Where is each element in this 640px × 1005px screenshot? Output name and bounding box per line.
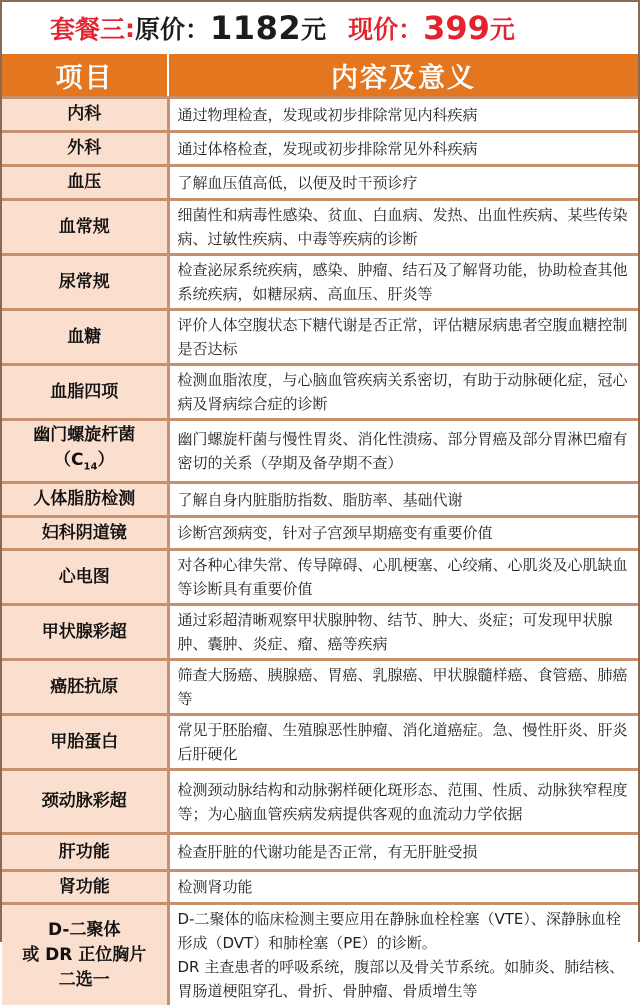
table-row [2, 420, 638, 483]
row-description: 幽门螺旋杆菌与慢性胃炎、消化性溃疡、部分胃癌及部分胃淋巴瘤有密切的关系（孕期及备孕期不查） [168, 420, 638, 483]
row-description: 检测血脂浓度，与心脑血管疾病关系密切，有助于动脉硬化症，冠心病及肾病综合症的诊断 [168, 365, 638, 420]
table-row [2, 550, 638, 605]
table-row [2, 605, 638, 660]
row-description: 筛查大肠癌、胰腺癌、胃癌、乳腺癌、甲状腺髓样癌、食管癌、肺癌等 [168, 660, 638, 715]
row-item: 外科 [2, 132, 168, 166]
row-description [168, 904, 638, 1005]
original-price-label: 原价： [135, 15, 211, 44]
row-description: 检查肝脏的代谢功能是否正常，有无肝脏受损 [168, 834, 638, 871]
column-header-item: 项目 [2, 54, 168, 98]
row-item: 人体脂肪检测 [2, 483, 168, 517]
row-item: 血压 [2, 166, 168, 200]
table-row [2, 770, 638, 834]
row-item-line: 或 DR 正位胸片 [22, 944, 147, 965]
row-item: 妇科阴道镜 [2, 517, 168, 550]
row-description: 通过体格检查，发现或初步排除常见外科疾病 [168, 132, 638, 166]
table-row [2, 365, 638, 420]
table-row [2, 483, 638, 517]
row-item: 血糖 [2, 310, 168, 365]
package-label: 套餐三 [50, 15, 126, 44]
row-description: 检测肾功能 [168, 871, 638, 904]
current-price-label: 现价： [348, 15, 424, 44]
row-item-line [6, 448, 163, 479]
table-row [2, 834, 638, 871]
table-row [2, 871, 638, 904]
row-description: 诊断宫颈病变，针对子宫颈早期癌变有重要价值 [168, 517, 638, 550]
table-row [2, 310, 638, 365]
description-paragraph: DR 主查患者的呼吸系统，腹部以及骨关节系统。如肺炎、肺结核、胃肠道梗阻穿孔、骨折、骨肿瘤、骨质增生等 [177, 958, 625, 1001]
item-sub-number: 14 [83, 461, 98, 473]
row-item-line: 二选一 [58, 969, 110, 990]
row-description: 了解自身内脏脂肪指数、脂肪率、基础代谢 [168, 483, 638, 517]
current-price-value: 399 [423, 9, 490, 47]
row-description: 通过物理检查，发现或初步排除常见内科疾病 [168, 98, 638, 132]
table-row [2, 98, 638, 132]
original-price-value: 1182 [210, 9, 302, 47]
row-item: 血常规 [2, 200, 168, 255]
row-item [2, 420, 168, 483]
table-row [2, 517, 638, 550]
table-row [2, 660, 638, 715]
row-item: 内科 [2, 98, 168, 132]
row-description: 检查泌尿系统疾病，感染、肿瘤、结石及了解肾功能，协助检查其他系统疾病，如糖尿病、高血压、肝炎等 [168, 255, 638, 310]
table-row [2, 132, 638, 166]
row-item: 癌胚抗原 [2, 660, 168, 715]
row-item [2, 904, 168, 1005]
row-item: 肾功能 [2, 871, 168, 904]
table-header-row [2, 54, 638, 98]
item-sub-open: （C [54, 450, 84, 470]
table-row [2, 715, 638, 770]
current-price-unit: 元 [489, 15, 515, 44]
package-colon: : [125, 13, 136, 43]
column-header-content: 内容及意义 [168, 54, 638, 98]
row-description: 了解血压值高低，以便及时干预诊疗 [168, 166, 638, 200]
row-item-line: D-二聚体 [48, 919, 121, 940]
original-price-unit: 元 [301, 15, 327, 44]
table-row [2, 904, 638, 1005]
row-item: 肝功能 [2, 834, 168, 871]
item-sub-close: ） [97, 450, 115, 470]
price-header [2, 2, 638, 54]
row-item: 甲状腺彩超 [2, 605, 168, 660]
row-item: 颈动脉彩超 [2, 770, 168, 834]
table-row [2, 255, 638, 310]
row-description: 检测颈动脉结构和动脉粥样硬化斑形态、范围、性质、动脉狭窄程度等；为心脑血管疾病发病提供客观的血流动力学依据 [168, 770, 638, 834]
row-description: 通过彩超清晰观察甲状腺肿物、结节、肿大、炎症；可发现甲状腺肿、囊肿、炎症、瘤、癌等疾病 [168, 605, 638, 660]
row-description: 常见于胚胎瘤、生殖腺恶性肿瘤、消化道癌症。急、慢性肝炎、肝炎后肝硬化 [168, 715, 638, 770]
row-item: 尿常规 [2, 255, 168, 310]
row-description: 对各种心律失常、传导障碍、心肌梗塞、心绞痛、心肌炎及心肌缺血等诊断具有重要价值 [168, 550, 638, 605]
row-item: 血脂四项 [2, 365, 168, 420]
row-item-line: 幽门螺旋杆菌 [33, 425, 136, 445]
row-item: 甲胎蛋白 [2, 715, 168, 770]
table-row [2, 200, 638, 255]
table-row [2, 166, 638, 200]
row-description: 评价人体空腹状态下糖代谢是否正常，评估糖尿病患者空腹血糖控制是否达标 [168, 310, 638, 365]
description-paragraph: D-二聚体的临床检测主要应用在静脉血栓栓塞（VTE）、深静脉血栓形成（DVT）和肺栓塞（PE）的诊断。 [177, 910, 621, 953]
checkup-table [2, 54, 638, 1005]
row-description: 细菌性和病毒性感染、贫血、白血病、发热、出血性疾病、某些传染病、过敏性疾病、中毒等疾病的诊断 [168, 200, 638, 255]
row-item: 心电图 [2, 550, 168, 605]
